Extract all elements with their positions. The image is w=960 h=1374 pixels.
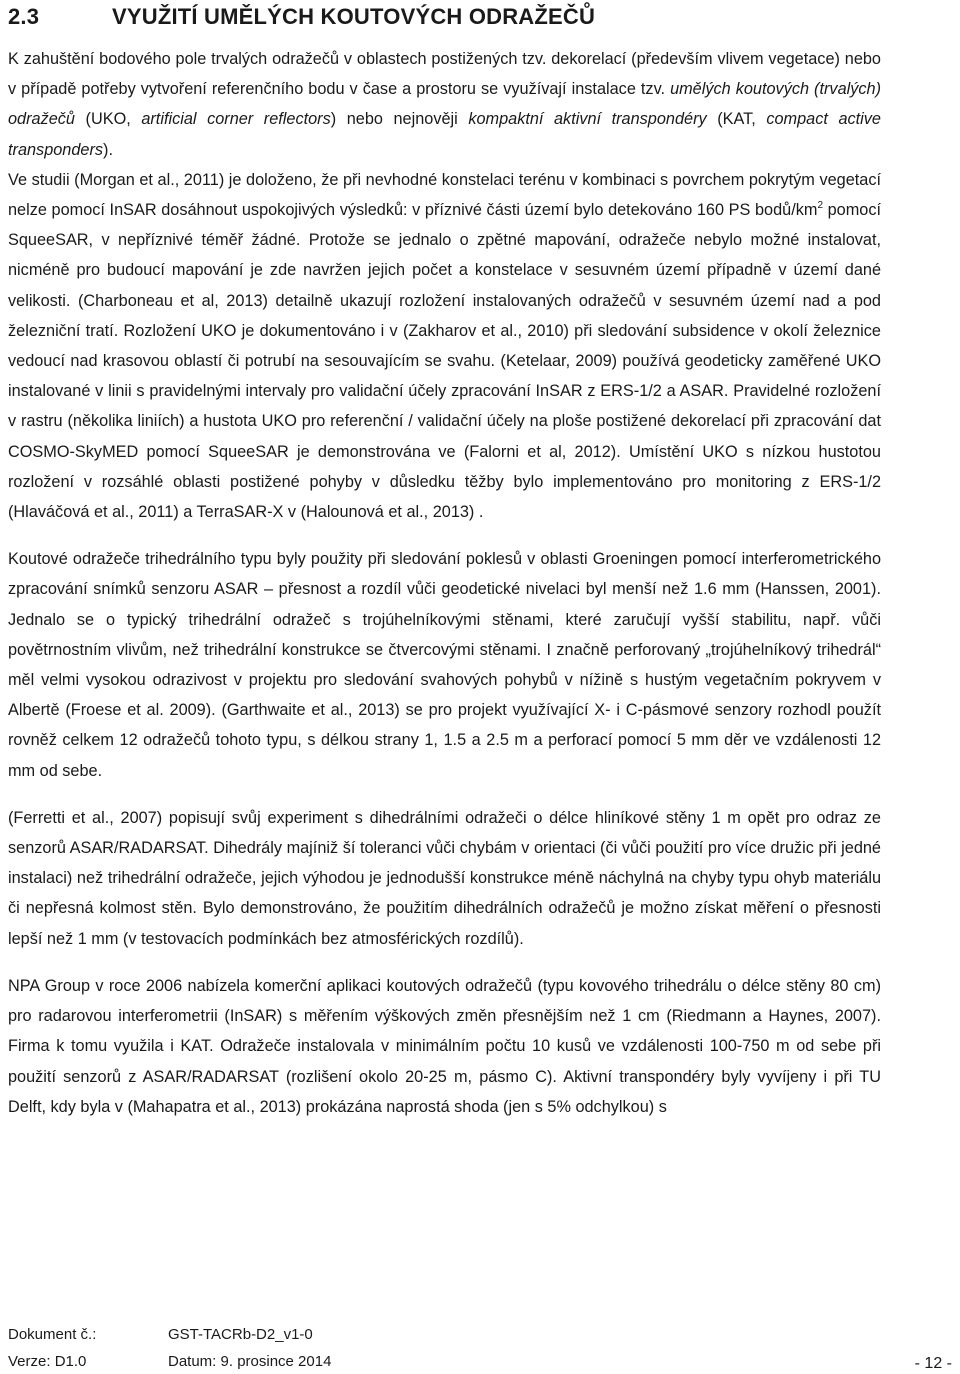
footer-row-version (8, 1353, 331, 1370)
section-heading (8, 4, 595, 30)
page-number: - 12 - (914, 1355, 952, 1372)
paragraph-3: Koutové odražeče trihedrálního typu byly použity při sledování poklesů v oblasti Groeningen pomocí interferometrického zpracování snímků senzoru ASAR – přesnost a rozdíl vůči geodetické nivelaci byl menší než 1.6 mm (Hanssen, 2001). Jednalo se o typický trihedrální odražeč s trojúhelníkovými stěnami, které zaručují vyšší stabilitu, např. vůči povětrnostním vlivům, než trihedrální konstrukce se čtvercovými stěnami. I značně perforovaný „trojúhelníkový trihedrál“ měl velmi vysokou odrazivost v projektu pro sledování svahových pohybů v nížině s hustým vegetačním pokryvem v Albertě (Froese et al. 2009). (Garthwaite et al., 2013) se pro projekt využívající X- i C-pásmové senzory rozhodl použít rovněž celkem 12 odražečů tohoto typu, s délkou strany 1, 1.5 a 2.5 m a perforací pomocí 5 mm děr ve vzdálenosti 12 mm od sebe. (8, 550, 881, 780)
paragraph-2-text-b: pomocí SqueeSAR, v nepříznivé téměř žádné. Protože se jednalo o zpětné mapování, odražeče nebylo možné instalovat, nicméně pro budoucí mapování je zde navržen jejich počet a konstelace v sesuvném území případně v území dané velikosti. (Charboneau et al, 2013) detailně ukazují rozložení instalovaných odražečů v sesuvném území nad a pod železniční tratí. Rozložení UKO je dokumentováno i v (Zakharov et al., 2010) při sledování subsidence v okolí železnice vedoucí nad krasovou oblastí či potrubí na sesouvajícím se svahu. (Ketelaar, 2009) používá geodeticky zaměřené UKO instalované v linii s pravidelnými intervaly pro validační účely zpracování InSAR z ERS-1/2 a ASAR. Pravidelné rozložení v rastru (několika liniích) a hustota UKO pro referenční / validační účely na ploše postižené dekorelací při zpracování dat COSMO-SkyMED pomocí SqueeSAR je demonstrována ve (Falorni et al, 2012). Umístění UKO s nízkou hustotou rozložení v rozsáhlé oblasti postižené pohyby v důsledku těžby bylo implementováno pro monitoring z ERS-1/2 (Hlaváčová et al., 2011) a TerraSAR-X v (Halounová et al., 2013) . (8, 201, 882, 522)
paragraph-1-italic-b: artificial corner reflectors (141, 110, 331, 129)
paragraph-1-text-c: ) nebo nejnověji (330, 110, 469, 129)
footer-doc-label: Dokument č.: (8, 1326, 97, 1343)
section-title: VYUŽITÍ UMĚLÝCH KOUTOVÝCH ODRAŽEČŮ (112, 4, 596, 29)
paragraph-1-italic-d: compact active transponders (8, 110, 881, 159)
paragraph-1-text-a: K zahuštění bodového pole trvalých odražečů v oblastech postižených tzv. dekorelací (především vlivem vegetace) nebo v případě potřeby vytvoření referenčního bodu v čase a prostoru se využívají instalace tzv. (8, 50, 881, 99)
paragraph-2 (8, 165, 881, 527)
paragraph-1-text-e: ). (103, 140, 113, 159)
footer-version: Verze: D1.0 (8, 1353, 87, 1370)
paragraph-1-italic-a: umělých koutových (trvalých) odražečů (8, 80, 881, 129)
paragraph-1-italic-c: kompaktní aktivní transpondéry (468, 110, 707, 129)
section-number: 2.3 (8, 4, 40, 29)
paragraph-5: NPA Group v roce 2006 nabízela komerční aplikaci koutových odražečů (typu kovového trihedrálu o délce stěny 80 cm) pro radarovou interferometrii (InSAR) s měřením výškových změn přesnějším než 1 cm (Riedmann a Haynes, 2007). Firma k tomu využila i KAT. Odražeče instalovala v minimálním počtu 10 kusů ve vzdálenosti 100-750 m od sebe při použití senzorů z ASAR/RADARSAT (rozlišení okolo 20-25 m, pásmo C). Aktivní transpondéry byly vyvíjeny i při TU Delft, kdy byla v (Mahapatra et al., 2013) prokázána naprostá shoda (jen s 5% odchylkou) s (8, 976, 881, 1116)
footer-date: Datum: 9. prosince 2014 (168, 1353, 332, 1370)
paragraph-4: (Ferretti et al., 2007) popisují svůj experiment s dihedrálními odražeči o délce hliníkové stěny 1 m opět pro odraz ze senzorů ASAR/RADARSAT. Dihedrály majíniž ší toleranci vůči chybám v orientaci (či vůči použití pro více družic při jedné instalaci) než trihedrální odražeče, jejich výhodou je jednodušší konstrukce méně náchylná na chyby typu ohyb materiálu či nepřesná kolmost stěn. Bylo demonstrováno, že použitím dihedrálních odražečů je možno získat měření o přesnosti lepší než 1 mm (v testovacích podmínkách bez atmosférických rozdílů). (8, 808, 881, 948)
paragraph-2-text-a: Ve studii (Morgan et al., 2011) je doloženo, že při nevhodné konstelaci terénu v kombinaci s povrchem pokrytým vegetací nelze pomocí InSAR dosáhnout uspokojivých výsledků: v příznivé části území bylo detekováno 160 PS bodů/km (8, 170, 881, 220)
paragraph-1-text-b: (UKO, (74, 110, 142, 129)
footer-doc-value: GST-TACRb-D2_v1-0 (168, 1326, 313, 1343)
superscript: 2 (817, 200, 823, 212)
body-text (8, 44, 881, 1122)
paragraph-1-text-d: (KAT, (706, 110, 767, 129)
paragraph-1 (8, 44, 881, 165)
footer-row-document (8, 1326, 313, 1343)
